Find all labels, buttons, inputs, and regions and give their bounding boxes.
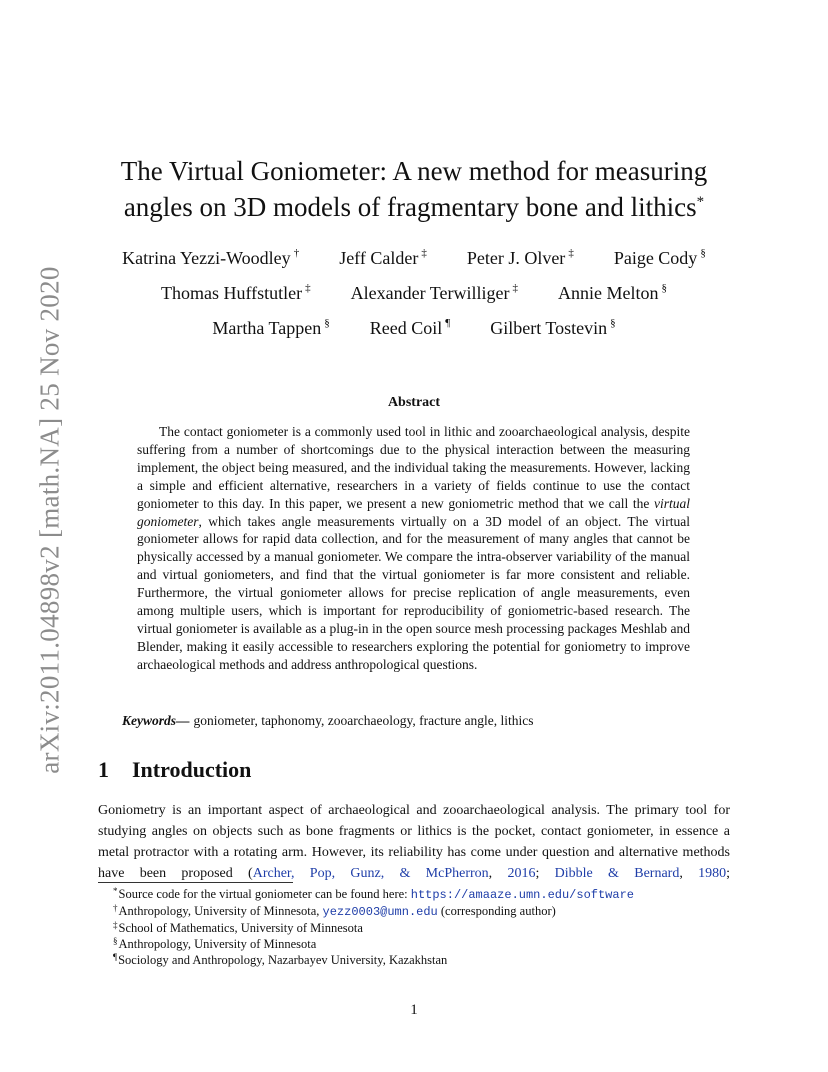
author-affiliation-mark: ‡ bbox=[421, 247, 427, 259]
footnote bbox=[113, 936, 634, 952]
footnote-mark: ¶ bbox=[113, 952, 118, 962]
page-number: 1 bbox=[410, 1002, 418, 1018]
author bbox=[558, 276, 667, 311]
author-line-2 bbox=[95, 276, 733, 311]
author-affiliation-mark: ¶ bbox=[445, 317, 451, 329]
author-name: Gilbert Tostevin bbox=[490, 318, 608, 338]
citation-separator: , bbox=[488, 866, 508, 881]
author-line-3 bbox=[95, 311, 733, 346]
abstract-emphasis: virtual goniometer bbox=[137, 495, 690, 529]
footnote bbox=[113, 886, 634, 903]
footnote-text: Sociology and Anthropology, Nazarbayev University, Kazakhstan bbox=[118, 953, 448, 967]
footnote-email-link[interactable]: yezz0003@umn.edu bbox=[322, 905, 438, 919]
keywords-text: goniometer, taphonomy, zooarchaeology, fracture angle, lithics bbox=[193, 713, 534, 728]
footnote-url-link[interactable]: https://amaaze.umn.edu/software bbox=[410, 888, 634, 902]
author-name: Paige Cody bbox=[613, 248, 698, 268]
title-footnote-mark: * bbox=[696, 194, 705, 210]
author-name: Annie Melton bbox=[558, 283, 659, 303]
footnote-mark: ‡ bbox=[113, 920, 118, 930]
section-title: Introduction bbox=[132, 757, 252, 782]
arxiv-identifier: arXiv:2011.04898v2 [math.NA] 25 Nov 2020 bbox=[34, 266, 65, 774]
author bbox=[490, 311, 615, 346]
footnote-divider bbox=[98, 882, 293, 883]
intro-text: Goniometry is an important aspect of archaeological and zooarchaeological analysis. The primary tool for studying angles on objects such as bone fragments or lithics is the pocket, contact goniometer, in essence a metal protractor with a rotating arm. However, its reliability has come under question and alternative methods have been proposed ( bbox=[98, 803, 730, 881]
intro-text-end: ; bbox=[726, 866, 731, 881]
author-affiliation-mark: § bbox=[610, 317, 616, 329]
abstract-text-part-2: , which takes angle measurements virtually on a 3D model of an object. The virtual goniometer allows for rapid data collection, and for the measurement of many angles that cannot be physically accessed by a manual goniometer. We compare the intra-observer variability of the manual and virtual goniometers, and find that the virtual goniometer is far more consistent and reliable. Furthermore, the virtual goniometer allows for precise replication of angle measurements, even among multiple users, which is important for reproducibility of goniometric-based research. The virtual goniometer is available as a plug-in in the open source mesh processing packages Meshlab and Blender, making it easily accessible to researchers exploring the potential for goniometry to improve archaeological methods and address anthropological questions. bbox=[137, 513, 690, 672]
footnote bbox=[113, 920, 634, 936]
citation-year-link[interactable]: 1980 bbox=[698, 866, 727, 881]
author-name: Katrina Yezzi-Woodley bbox=[122, 248, 291, 268]
author bbox=[212, 311, 329, 346]
title-line-2 bbox=[80, 189, 748, 225]
citation-authors: Archer, Pop, Gunz, & McPherron bbox=[252, 866, 489, 881]
footnote bbox=[113, 903, 634, 920]
author-affiliation-mark: § bbox=[324, 317, 330, 329]
paper-title bbox=[80, 153, 748, 225]
footnote bbox=[113, 952, 634, 968]
footnote-mark: § bbox=[113, 936, 118, 946]
footnotes bbox=[113, 886, 634, 968]
author-name: Martha Tappen bbox=[212, 318, 322, 338]
citation-separator: , bbox=[679, 866, 699, 881]
citation-link[interactable] bbox=[253, 866, 489, 881]
author-line-1 bbox=[95, 241, 733, 276]
footnote-text: Anthropology, University of Minnesota bbox=[118, 937, 317, 951]
abstract-heading: Abstract bbox=[387, 395, 441, 410]
citation-authors: Dibble & Bernard bbox=[554, 866, 680, 881]
citation-link[interactable] bbox=[555, 866, 680, 881]
abstract-text bbox=[137, 423, 690, 674]
author bbox=[370, 311, 450, 346]
title-line-2-text: angles on 3D models of fragmentary bone and lithics bbox=[123, 192, 697, 222]
author-name: Alexander Terwilliger bbox=[350, 283, 510, 303]
author bbox=[161, 276, 311, 311]
author-affiliation-mark: ‡ bbox=[512, 282, 518, 294]
section-heading bbox=[98, 757, 251, 783]
title-line-1: The Virtual Goniometer: A new method for measuring bbox=[120, 156, 708, 186]
footnote-text: School of Mathematics, University of Minnesota bbox=[118, 921, 363, 935]
author-affiliation-mark: § bbox=[700, 247, 706, 259]
author-name: Thomas Huffstutler bbox=[160, 283, 303, 303]
author-list bbox=[95, 241, 733, 346]
citation-year-link[interactable]: 2016 bbox=[507, 866, 536, 881]
author-affiliation-mark: ‡ bbox=[305, 282, 311, 294]
footnote-mark: * bbox=[113, 886, 118, 896]
keywords-label: Keywords— bbox=[122, 713, 190, 728]
footnote-text: Source code for the virtual goniometer can be found here: bbox=[118, 887, 411, 901]
keywords bbox=[122, 713, 722, 729]
author bbox=[614, 241, 706, 276]
author-name: Peter J. Olver bbox=[466, 248, 566, 268]
author-affiliation-mark: ‡ bbox=[568, 247, 574, 259]
footnote-text-after: (corresponding author) bbox=[437, 904, 556, 918]
author-affiliation-mark: † bbox=[293, 247, 300, 259]
intro-paragraph bbox=[98, 800, 730, 884]
author bbox=[122, 241, 299, 276]
abstract-text-part-1: The contact goniometer is a commonly used tool in lithic and zooarchaeological analysis, despite suffering from a number of shortcomings due to the physical interaction between the measuring implement, the object being measured, and the individual taking the measurements. However, lacking a simple and efficient alternative, researchers in a variety of fields continue to use the contact goniometer to this day. In this paper, we present a new goniometric method that we call the bbox=[137, 424, 690, 511]
author bbox=[339, 241, 427, 276]
footnote-text: Anthropology, University of Minnesota, bbox=[118, 904, 323, 918]
author-name: Reed Coil bbox=[369, 318, 443, 338]
author-name: Jeff Calder bbox=[339, 248, 419, 268]
author-affiliation-mark: § bbox=[661, 282, 667, 294]
author bbox=[467, 241, 574, 276]
footnote-mark: † bbox=[113, 903, 118, 913]
citation-separator: ; bbox=[535, 866, 555, 881]
author bbox=[351, 276, 518, 311]
section-number: 1 bbox=[98, 757, 109, 782]
